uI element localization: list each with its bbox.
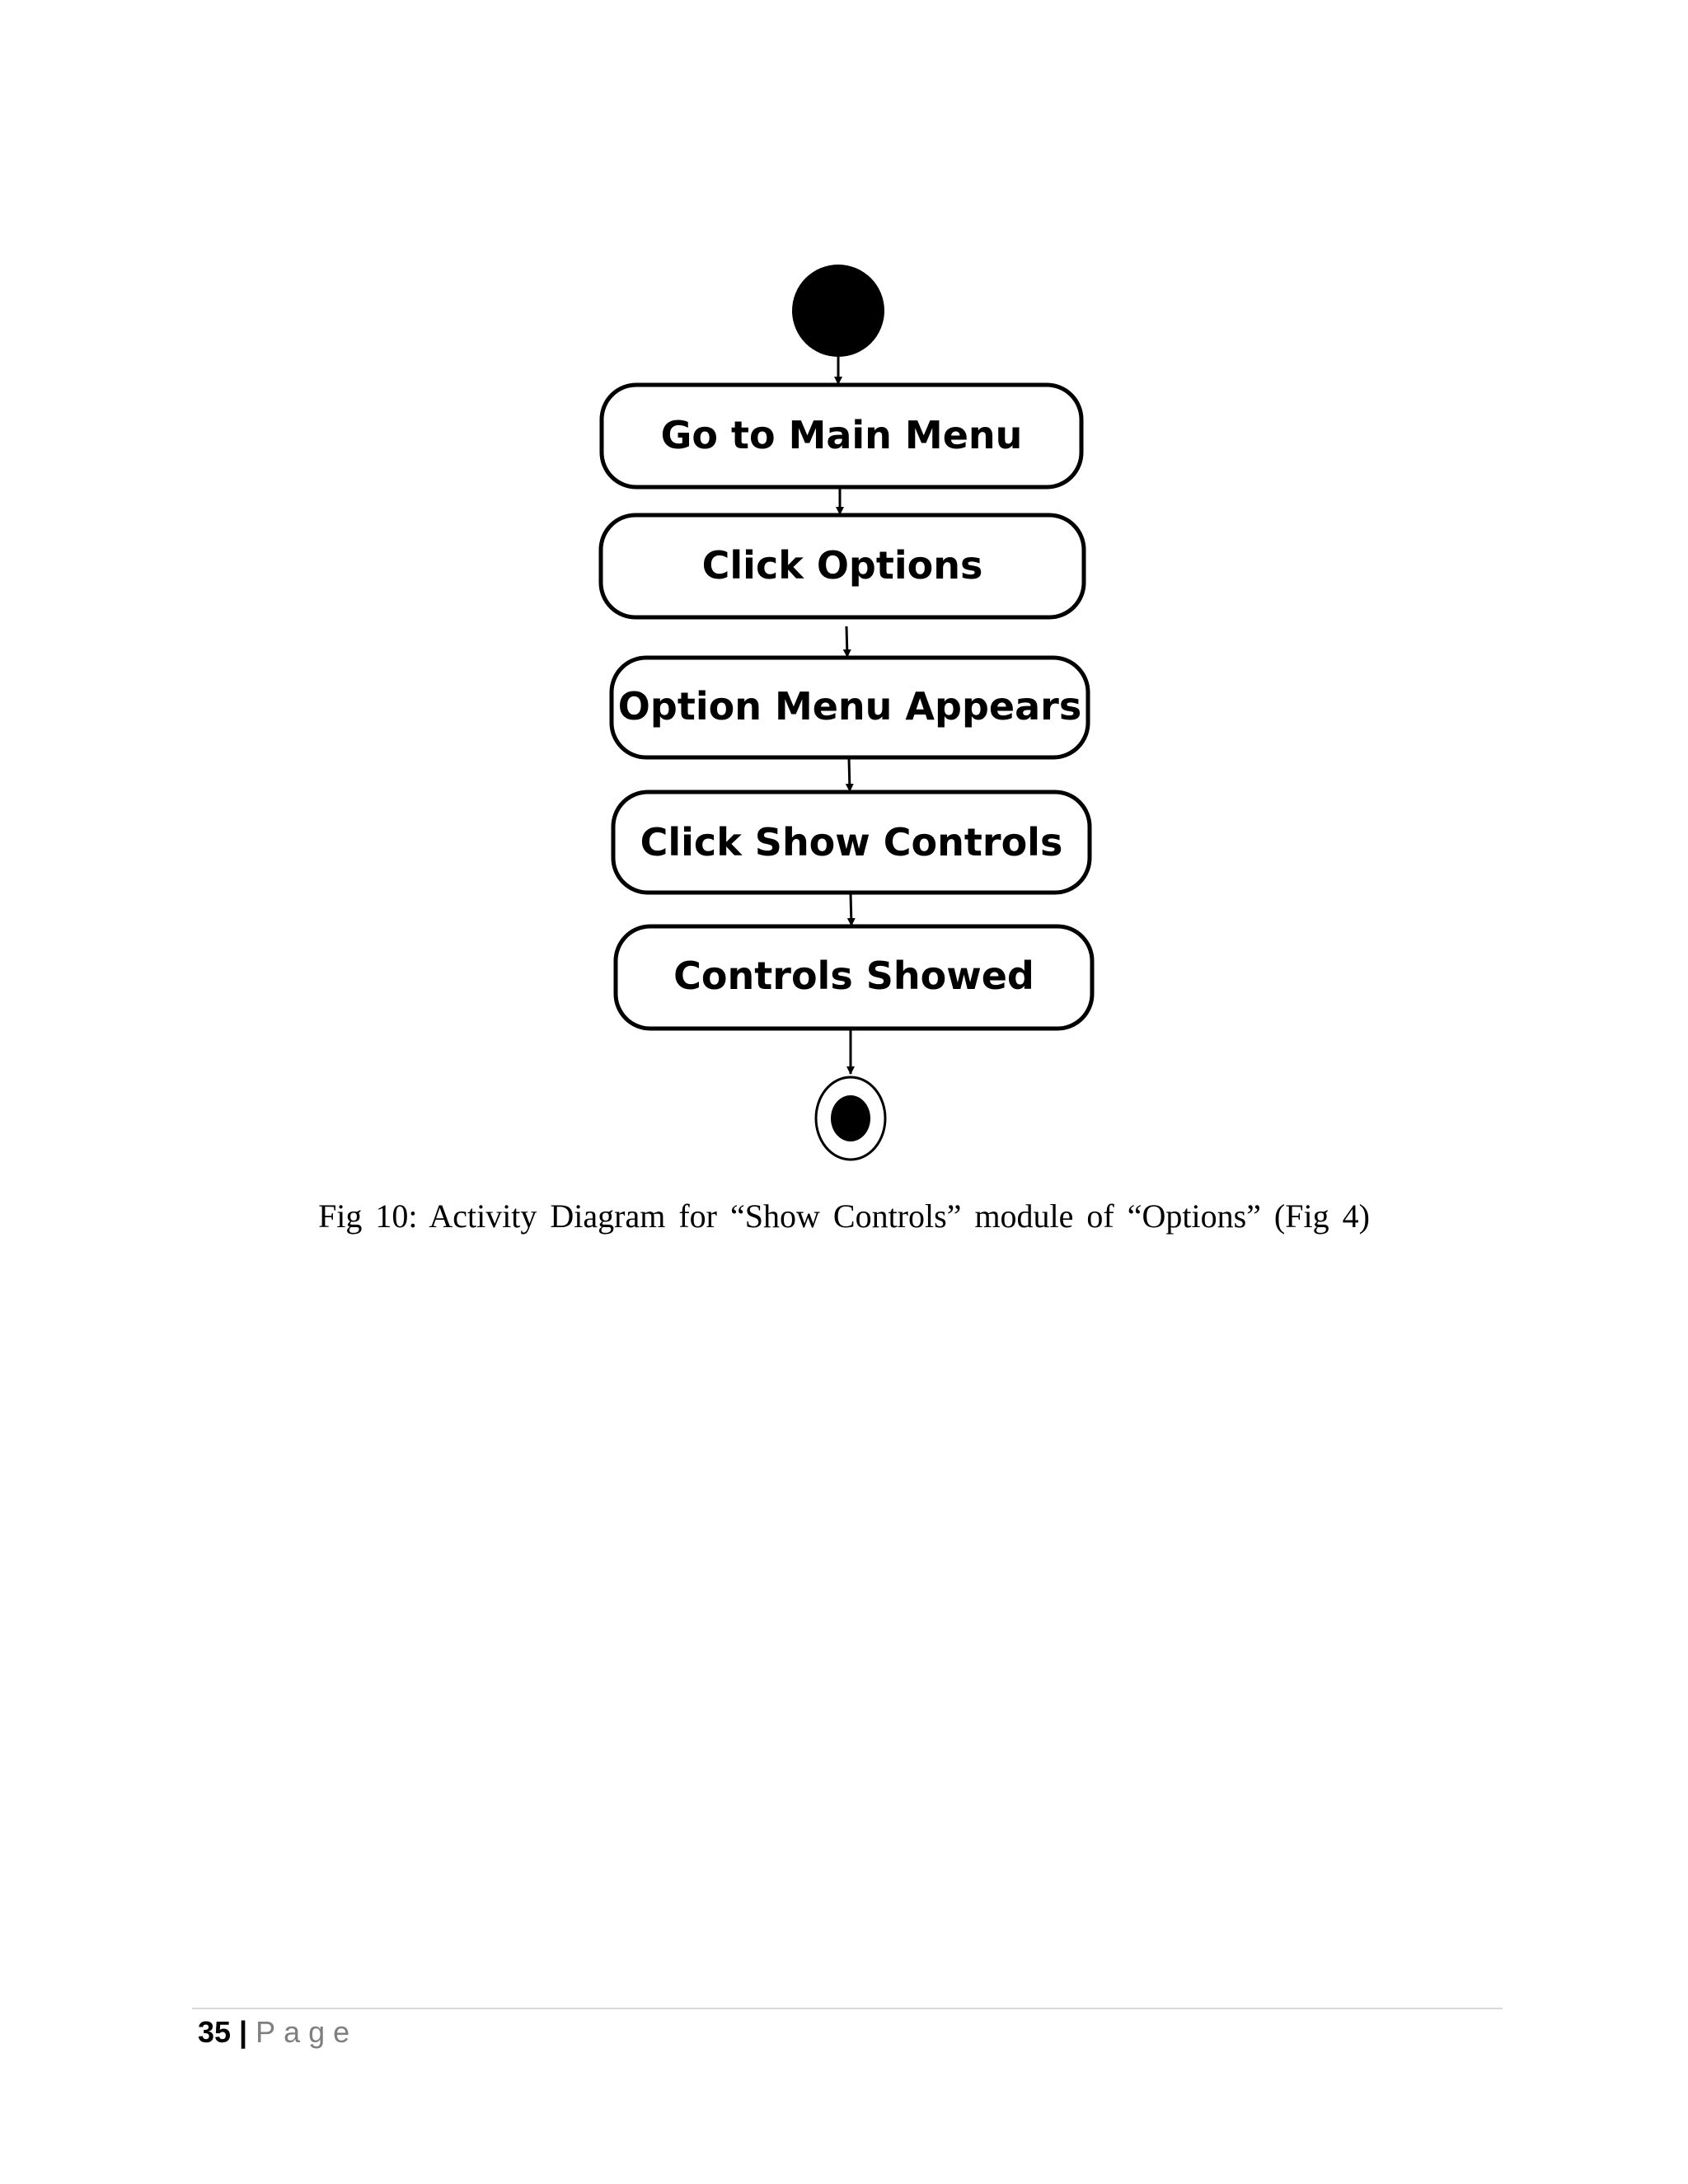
activity-node bbox=[601, 515, 1084, 617]
activity-node bbox=[613, 792, 1090, 893]
activity-node bbox=[612, 658, 1088, 757]
activity-label: Controls Showed bbox=[673, 954, 1034, 998]
flow-arrow-2 bbox=[846, 626, 847, 657]
flow-arrow-3 bbox=[849, 758, 850, 791]
page-number: 35 bbox=[198, 2015, 232, 2049]
footer-separator: | bbox=[239, 2015, 248, 2049]
activity-label: Click Options bbox=[701, 543, 983, 588]
page-word: Page bbox=[256, 2015, 359, 2049]
activity-label: Go to Main Menu bbox=[660, 413, 1023, 457]
activity-node bbox=[616, 926, 1092, 1029]
activity-label: Option Menu Appears bbox=[617, 684, 1082, 729]
activity-node bbox=[602, 385, 1081, 487]
footer-divider bbox=[192, 2008, 1503, 2009]
final-node bbox=[816, 1077, 885, 1160]
page-footer bbox=[198, 2014, 358, 2050]
initial-node bbox=[792, 265, 884, 357]
activity-label: Click Show Controls bbox=[640, 820, 1063, 865]
figure-caption: Fig 10: Activity Diagram for “Show Controls” module of “Options” (Fig 4) bbox=[318, 1197, 1370, 1235]
